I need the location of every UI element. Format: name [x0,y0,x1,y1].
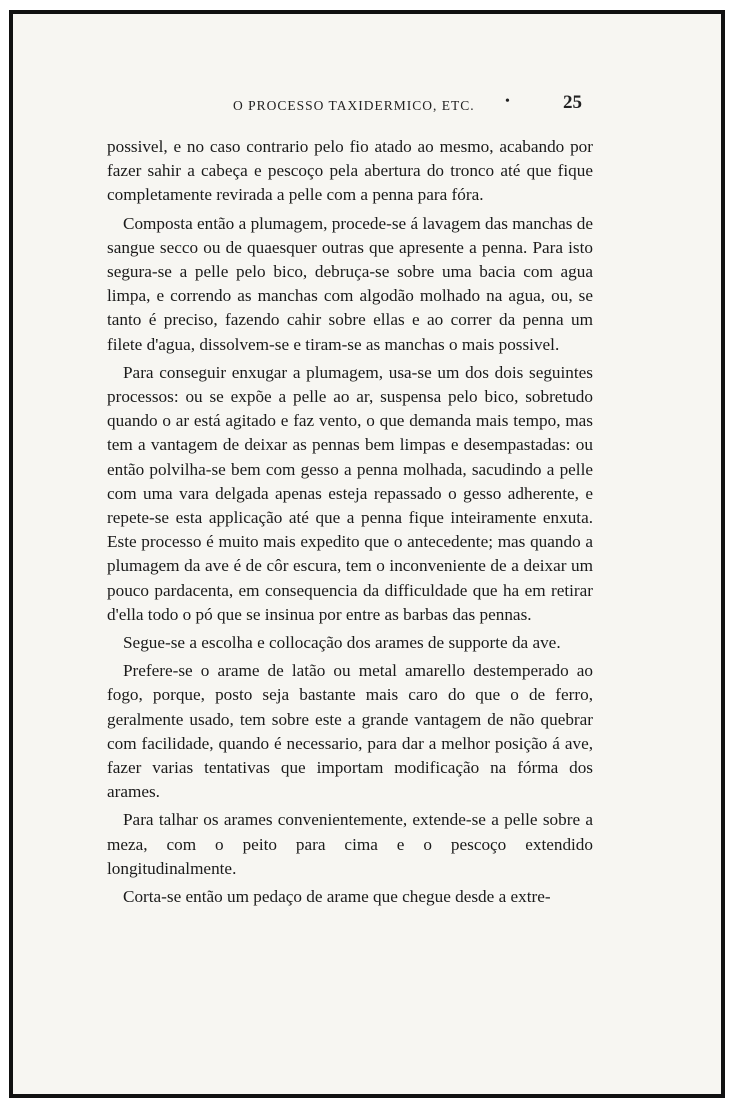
paragraph-wire-selection: Segue-se a escolha e collocação dos arames de supporte da ave. [123,633,561,653]
book-page [13,14,721,1094]
running-title: O PROCESSO TAXIDERMICO, ETC. [233,98,475,113]
paragraph-continuation: possivel, e no caso contrario pelo fio atado ao mesmo, acabando por fazer sahir a cabeça e pescoço pela abertura do tronco até que fique completamente revirada a pelle com a penna para fóra. [107,137,593,205]
page-frame [9,10,725,1098]
running-header [233,94,593,118]
body-text [107,135,593,909]
paragraph-wire-cutting: Para talhar os arames convenientemente, extende-se a pelle sobre a meza, com o peito para cima e o pescoço extendido longitudinalmente. [107,810,593,878]
ink-mark: • [505,94,511,109]
paragraph-wire-length: Corta-se então um pedaço de arame que chegue desde a extre- [123,887,551,907]
paragraph-drying: Para conseguir enxugar a plumagem, usa-se um dos dois seguintes processos: ou se expõe a pelle ao ar, suspensa pelo bico, sobretudo quando o ar está agitado e faz vento, o que demanda mais tempo, mas tem a vantagem de deixar as pennas bem limpas e desempastadas: ou então polvilha-se bem com gesso a penna molhada, sacudindo a pelle com uma vara delgada apenas esteja repassado o gesso adherente, e repete-se esta applicação até que a penna fique inteiramente enxuta. Este processo é muito mais expedito que o antecedente; mas quando a plumagem da ave é de côr escura, tem o inconveniente de a deixar um pouco pardacenta, em consequencia da difficuldade que ha em retirar d'ella todo o pó que se insinua por entre as barbas das pennas. [107,362,593,624]
page-number: 25 [563,92,582,113]
paragraph-washing: Composta então a plumagem, procede-se á lavagem das manchas de sangue secco ou de quaesquer outras que apresente a penna. Para isto segura-se a pelle pelo bico, debruça-se sobre uma bacia com agua limpa, e correndo as manchas com algodão molhado na agua, ou, se tanto é preciso, fazendo cahir sobre ellas e ao correr da penna um filete d'agua, dissolvem-se e tiram-se as manchas o mais possivel. [107,213,593,354]
paragraph-wire-material: Prefere-se o arame de latão ou metal amarello destemperado ao fogo, porque, posto seja bastante mais caro do que o de ferro, geralmente usado, tem sobre este a grande vantagem de não quebrar com facilidade, quando é necessario, para dar a melhor posição á ave, fazer varias tentativas que importam modificação na fórma dos arames. [107,661,593,802]
